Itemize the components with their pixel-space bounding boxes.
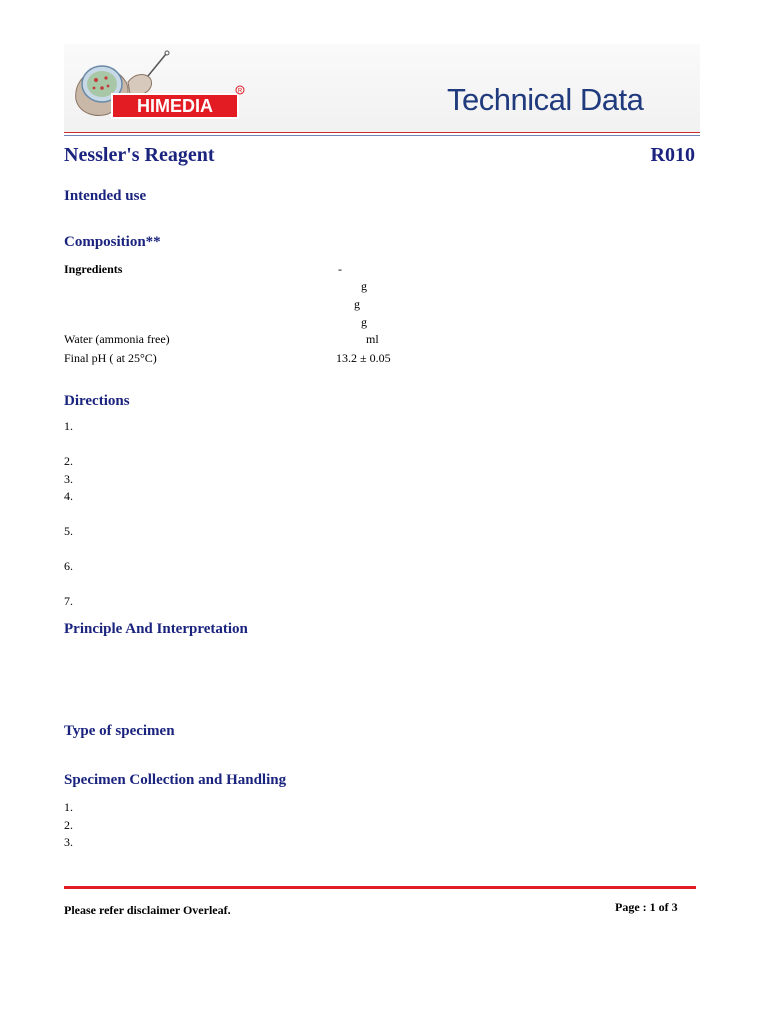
heading-specimen-collection: Specimen Collection and Handling — [64, 772, 287, 788]
header-rule-red — [64, 132, 700, 133]
directions-item: 6. — [64, 559, 73, 573]
composition-row-label: Final pH ( at 25°C) — [64, 351, 157, 365]
footer-rule — [64, 886, 696, 889]
heading-composition: Composition** — [64, 234, 161, 250]
svg-text:R: R — [237, 88, 243, 95]
header-rule-blue — [64, 135, 700, 136]
composition-row-value: g — [361, 279, 367, 293]
composition-row-value: g — [354, 297, 360, 311]
directions-item: 4. — [64, 489, 73, 503]
composition-row-value: 13.2 ± 0.05 — [336, 351, 391, 365]
document-title: Nessler's Reagent — [64, 144, 215, 166]
specimen-item: 2. — [64, 818, 73, 832]
page-number: Page : 1 of 3 — [615, 900, 678, 914]
composition-row-value: ml — [366, 332, 379, 346]
specimen-item: 1. — [64, 800, 73, 814]
directions-item: 1. — [64, 419, 73, 433]
directions-item: 2. — [64, 454, 73, 468]
directions-item: 5. — [64, 524, 73, 538]
header-title: Technical Data — [447, 82, 644, 117]
heading-directions: Directions — [64, 393, 130, 409]
directions-item: 3. — [64, 472, 73, 486]
heading-type-of-specimen: Type of specimen — [64, 723, 175, 739]
himedia-logo — [68, 48, 246, 126]
specimen-item: 3. — [64, 835, 73, 849]
composition-header-value: - — [338, 262, 342, 276]
composition-header-label: Ingredients — [64, 262, 123, 276]
composition-row-label: Water (ammonia free) — [64, 332, 170, 346]
heading-principle: Principle And Interpretation — [64, 621, 248, 637]
document-code: R010 — [650, 144, 695, 166]
svg-text:HIMEDIA: HIMEDIA — [137, 96, 213, 116]
footer-disclaimer: Please refer disclaimer Overleaf. — [64, 903, 231, 917]
composition-row-value: g — [361, 315, 367, 329]
directions-item: 7. — [64, 594, 73, 608]
heading-intended-use: Intended use — [64, 188, 147, 204]
